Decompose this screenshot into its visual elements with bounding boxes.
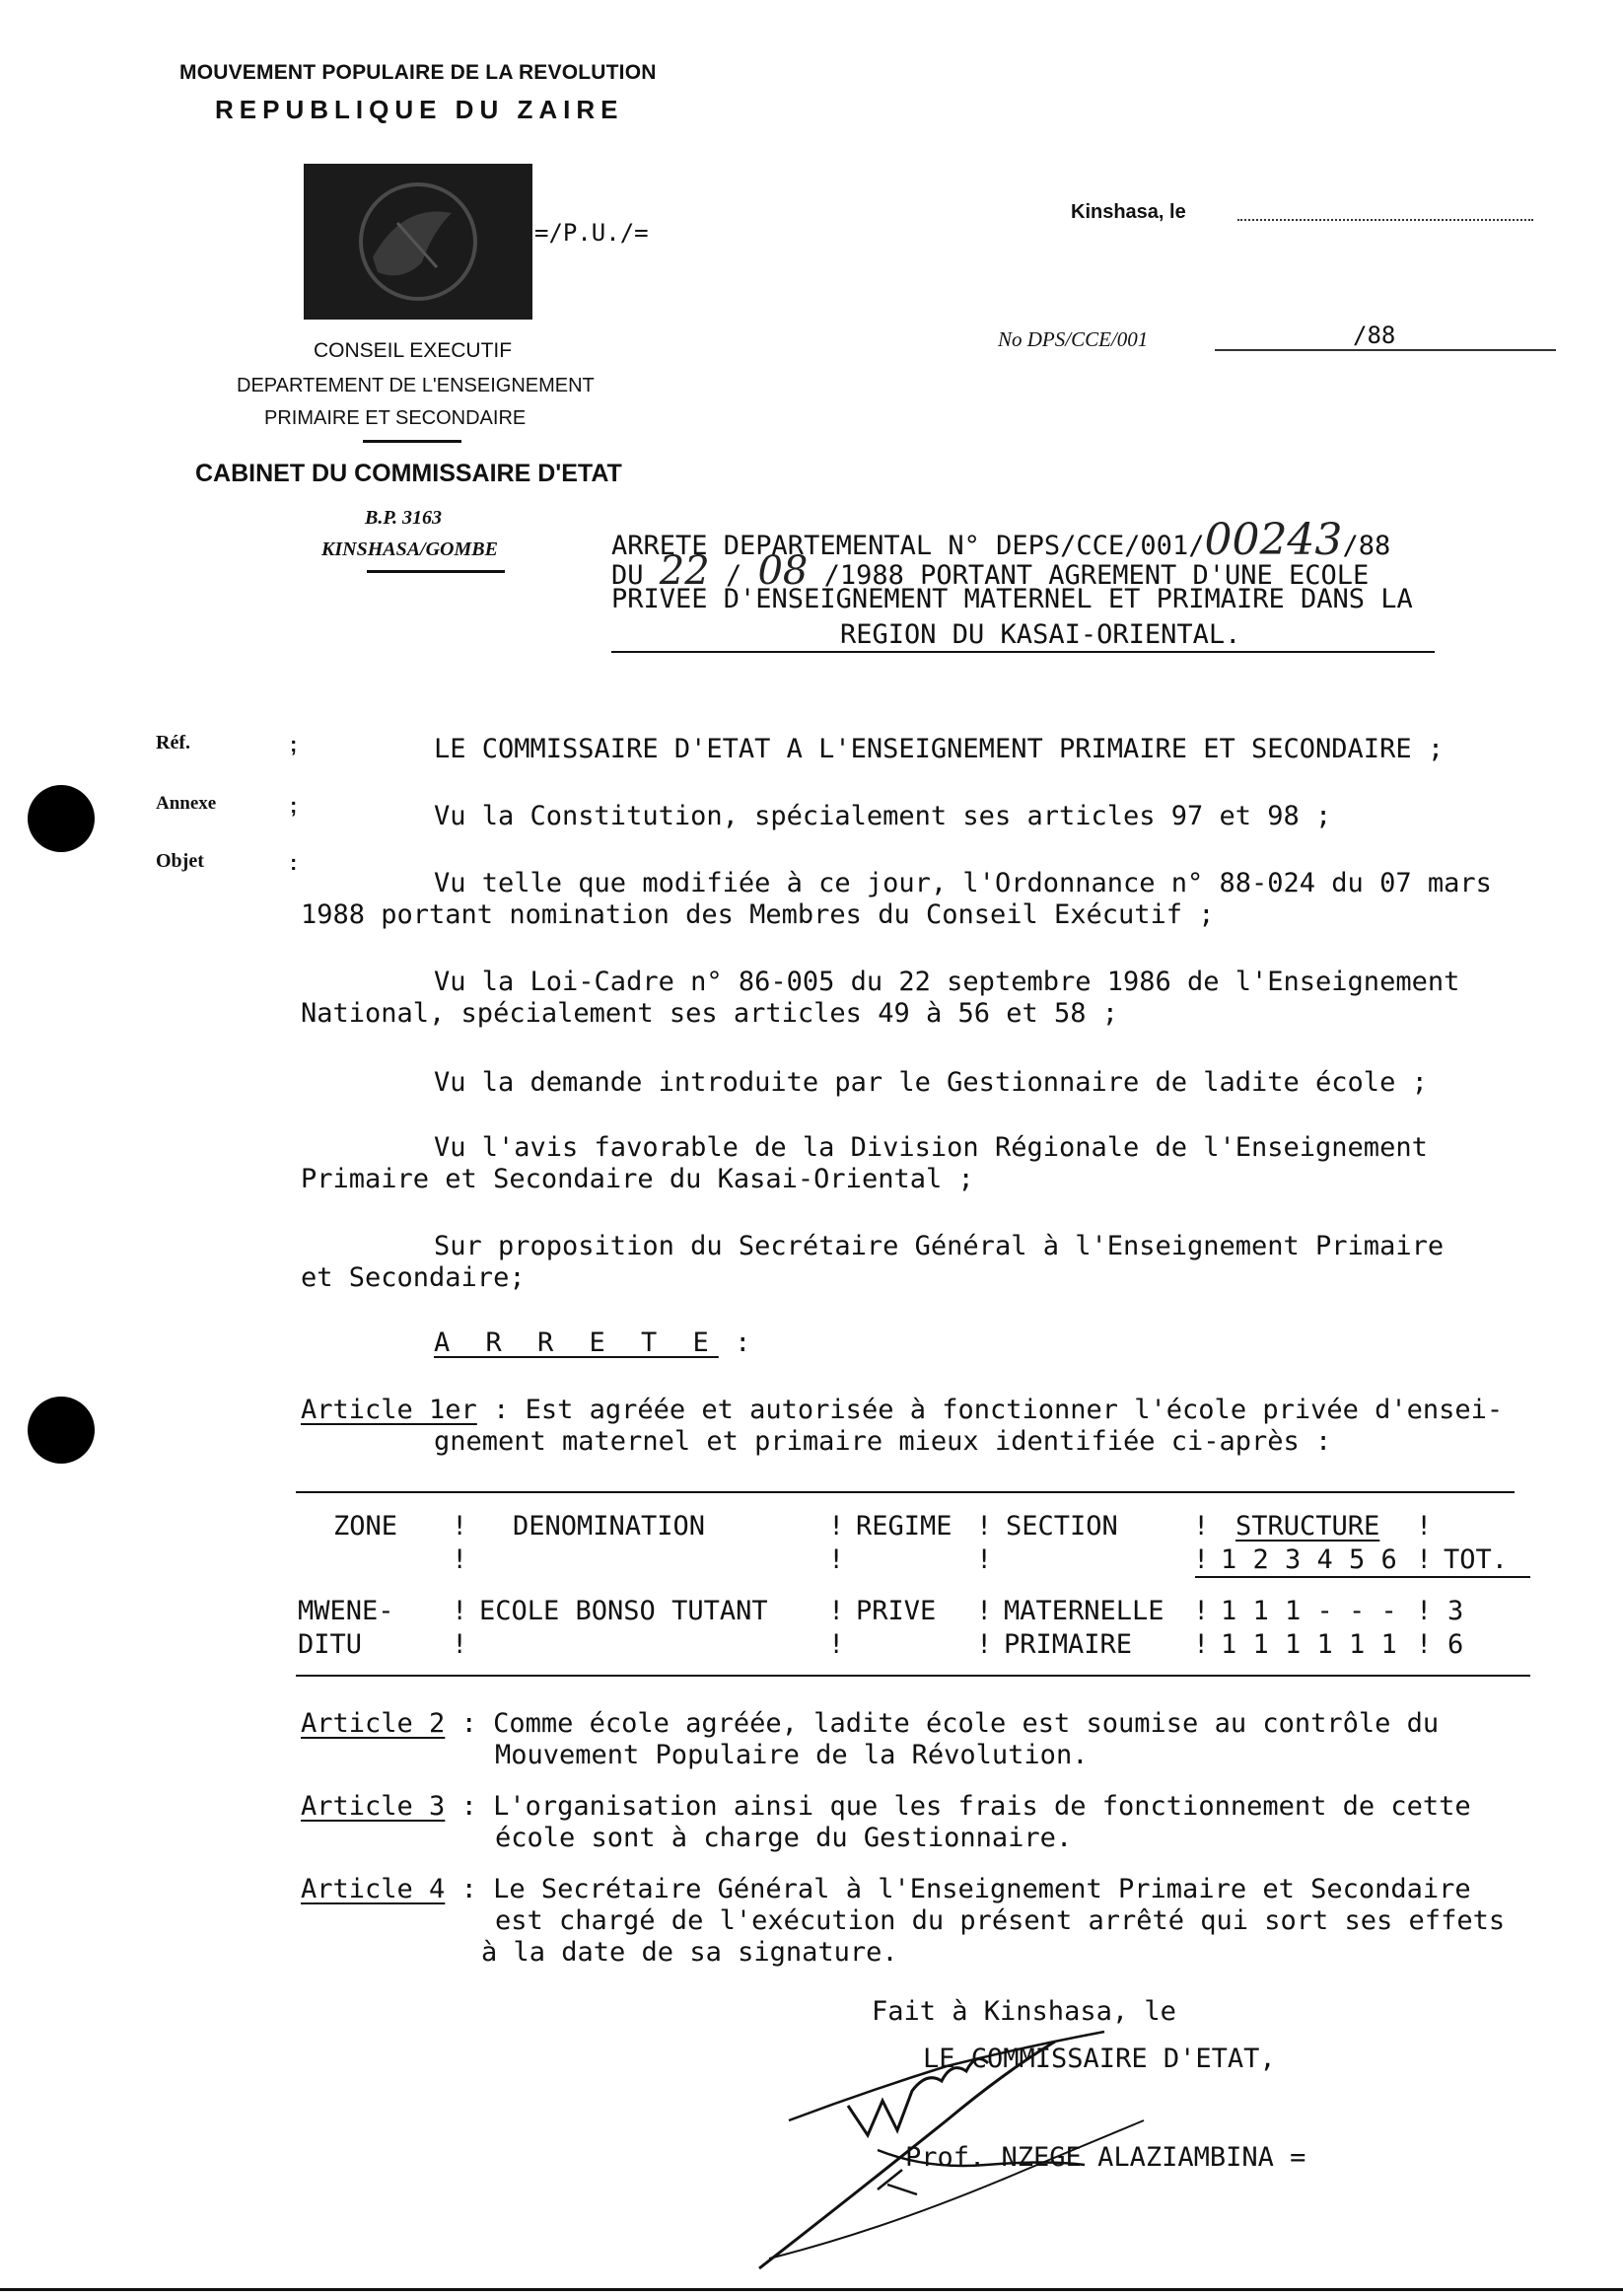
article-3-line-1: Article 3 : L'organisation ainsi que les frais de fonctionnement de cette	[301, 1791, 1471, 1822]
table-separator: !	[1193, 1511, 1210, 1542]
article-4-line-1: Article 4 : Le Secrétaire Général à l'Enseignement Primaire et Secondaire	[301, 1874, 1471, 1904]
header-address: KINSHASA/GOMBE	[321, 538, 498, 560]
table-separator: !	[828, 1511, 845, 1542]
side-ref-mark: ;	[290, 732, 298, 756]
address-divider	[367, 570, 505, 573]
table-top-rule	[296, 1491, 1515, 1493]
table-separator: !	[976, 1596, 993, 1626]
body-commissaire: LE COMMISSAIRE D'ETAT A L'ENSEIGNEMENT PRIMAIRE ET SECONDAIRE ;	[434, 734, 1445, 764]
closing-name: Prof. NZEGE ALAZIAMBINA =	[905, 2142, 1306, 2173]
table-header-denomination: DENOMINATION	[513, 1511, 706, 1542]
table-separator: !	[828, 1629, 845, 1660]
article-4-line-2: est chargé de l'exécution du présent arrêté qui sort ses effets	[495, 1905, 1506, 1936]
article-1-line-2: gnement maternel et primaire mieux identifiée ci-après :	[434, 1426, 1332, 1457]
header-level: PRIMAIRE ET SECONDAIRE	[264, 407, 527, 429]
table-cell-regime: PRIVE	[856, 1596, 937, 1626]
side-annexe-label: Annexe	[156, 793, 217, 814]
header-department: DEPARTEMENT DE L'ENSEIGNEMENT	[237, 375, 595, 396]
table-separator: !	[1416, 1511, 1433, 1542]
table-header-regime: REGIME	[856, 1511, 953, 1542]
closing-title: LE COMMISSAIRE D'ETAT,	[923, 2044, 1276, 2074]
table-separator: !	[976, 1629, 993, 1660]
reference-number-label: No DPS/CCE/001	[998, 327, 1149, 351]
punch-hole	[28, 1397, 95, 1464]
header-cabinet: CABINET DU COMMISSAIRE D'ETAT	[195, 460, 622, 487]
table-separator: !	[452, 1629, 468, 1660]
handwritten-day: 22	[659, 548, 710, 594]
table-header-rule	[1195, 1576, 1530, 1578]
body-vu-demande: Vu la demande introduite par le Gestionnaire de ladite école ;	[434, 1067, 1428, 1098]
table-separator: !	[1416, 1629, 1433, 1660]
header-bp: B.P. 3163	[365, 507, 442, 529]
article-1-line-1: Article 1er : Est agréée et autorisée à fonctionner l'école privée d'ensei-	[301, 1395, 1504, 1425]
punch-hole	[28, 785, 95, 852]
table-cell-structure: 1 1 1 - - -	[1221, 1596, 1397, 1626]
table-cell-section: MATERNELLE	[1004, 1596, 1164, 1626]
table-separator: !	[828, 1596, 845, 1626]
table-bottom-rule	[296, 1675, 1530, 1677]
article-2-line-2: Mouvement Populaire de la Révolution.	[495, 1740, 1089, 1770]
header-council: CONSEIL EXECUTIF	[314, 339, 513, 362]
table-separator: !	[1193, 1544, 1210, 1575]
article-3-label: Article 3	[301, 1791, 446, 1822]
title-underline	[611, 651, 1435, 653]
header-republic: REPUBLIQUE DU ZAIRE	[215, 95, 624, 124]
body-vu-avis-2: Primaire et Secondaire du Kasai-Oriental ;	[301, 1164, 974, 1194]
table-separator: !	[1416, 1544, 1433, 1575]
pu-mark: =/P.U./=	[534, 219, 649, 247]
table-separator: !	[1416, 1596, 1433, 1626]
body-vu-loi-1: Vu la Loi-Cadre n° 86-005 du 22 septembre 1986 de l'Enseignement	[434, 967, 1460, 997]
table-separator: !	[452, 1511, 468, 1542]
article-1-label: Article 1er	[301, 1395, 477, 1425]
header-divider	[363, 440, 461, 443]
side-objet-label: Objet	[156, 850, 204, 872]
table-separator: !	[1193, 1596, 1210, 1626]
handwritten-signature	[730, 1973, 1223, 2288]
article-3-line-2: école sont à charge du Gestionnaire.	[495, 1823, 1073, 1853]
table-separator: !	[976, 1511, 993, 1542]
side-objet-mark: :	[290, 850, 298, 875]
body-vu-ordonnance-2: 1988 portant nomination des Membres du Conseil Exécutif ;	[301, 899, 1215, 930]
body-proposition-2: et Secondaire;	[301, 1262, 526, 1293]
title-line-3: PRIVEE D'ENSEIGNEMENT MATERNEL ET PRIMAIRE DANS LA	[611, 584, 1413, 614]
table-separator: !	[452, 1596, 468, 1626]
header-movement: MOUVEMENT POPULAIRE DE LA REVOLUTION	[179, 61, 657, 84]
table-cell-tot: 6	[1447, 1629, 1464, 1660]
article-4-label: Article 4	[301, 1874, 446, 1904]
table-cell-zone: DITU	[298, 1629, 363, 1660]
page-bottom-edge	[0, 2288, 1623, 2291]
closing-place-date: Fait à Kinshasa, le	[872, 1996, 1176, 2027]
article-2-label: Article 2	[301, 1708, 446, 1739]
side-annexe-mark: ;	[290, 793, 298, 818]
body-vu-loi-2: National, spécialement ses articles 49 à 56 et 58 ;	[301, 998, 1119, 1029]
table-structure-digits: 1 2 3 4 5 6	[1221, 1544, 1397, 1575]
table-separator: !	[828, 1544, 845, 1575]
emblem-image	[304, 164, 532, 320]
table-cell-denomination: ECOLE BONSO TUTANT	[479, 1596, 768, 1626]
table-separator: !	[452, 1544, 468, 1575]
body-vu-avis-1: Vu l'avis favorable de la Division Régionale de l'Enseignement	[434, 1132, 1428, 1163]
body-vu-ordonnance-1: Vu telle que modifiée à ce jour, l'Ordonnance n° 88-024 du 07 mars	[434, 868, 1492, 898]
table-header-tot: TOT.	[1444, 1544, 1509, 1575]
table-cell-structure: 1 1 1 1 1 1	[1221, 1629, 1397, 1660]
dateline-place: Kinshasa, le	[1071, 201, 1186, 223]
table-header-zone: ZONE	[333, 1511, 398, 1542]
table-separator: !	[1193, 1629, 1210, 1660]
table-header-section: SECTION	[1006, 1511, 1118, 1542]
title-line-2: DU 22 / 08 /1988 PORTANT AGREMENT D'UNE ECOLE	[611, 548, 1370, 594]
title-line-4: REGION DU KASAI-ORIENTAL.	[840, 619, 1241, 650]
handwritten-number: 00243	[1204, 515, 1343, 565]
handwritten-month: 08	[757, 548, 809, 594]
table-cell-section: PRIMAIRE	[1004, 1629, 1133, 1660]
body-vu-constitution: Vu la Constitution, spécialement ses articles 97 et 98 ;	[434, 801, 1332, 831]
table-cell-zone: MWENE-	[298, 1596, 394, 1626]
table-cell-tot: 3	[1447, 1596, 1464, 1626]
arrete-heading: A R R E T E :	[434, 1327, 751, 1358]
reference-number-suffix: /88	[1353, 322, 1396, 349]
body-proposition-1: Sur proposition du Secrétaire Général à l'Enseignement Primaire	[434, 1231, 1445, 1261]
article-4-line-3: à la date de sa signature.	[481, 1937, 898, 1968]
article-2-line-1: Article 2 : Comme école agréée, ladite école est soumise au contrôle du	[301, 1708, 1440, 1739]
date-blank	[1237, 205, 1533, 221]
table-header-structure: STRUCTURE	[1235, 1511, 1380, 1542]
side-ref-label: Réf.	[156, 732, 190, 753]
table-separator: !	[976, 1544, 993, 1575]
title-line-1: ARRETE DEPARTEMENTAL N° DEPS/CCE/001/00243/88	[611, 515, 1391, 565]
